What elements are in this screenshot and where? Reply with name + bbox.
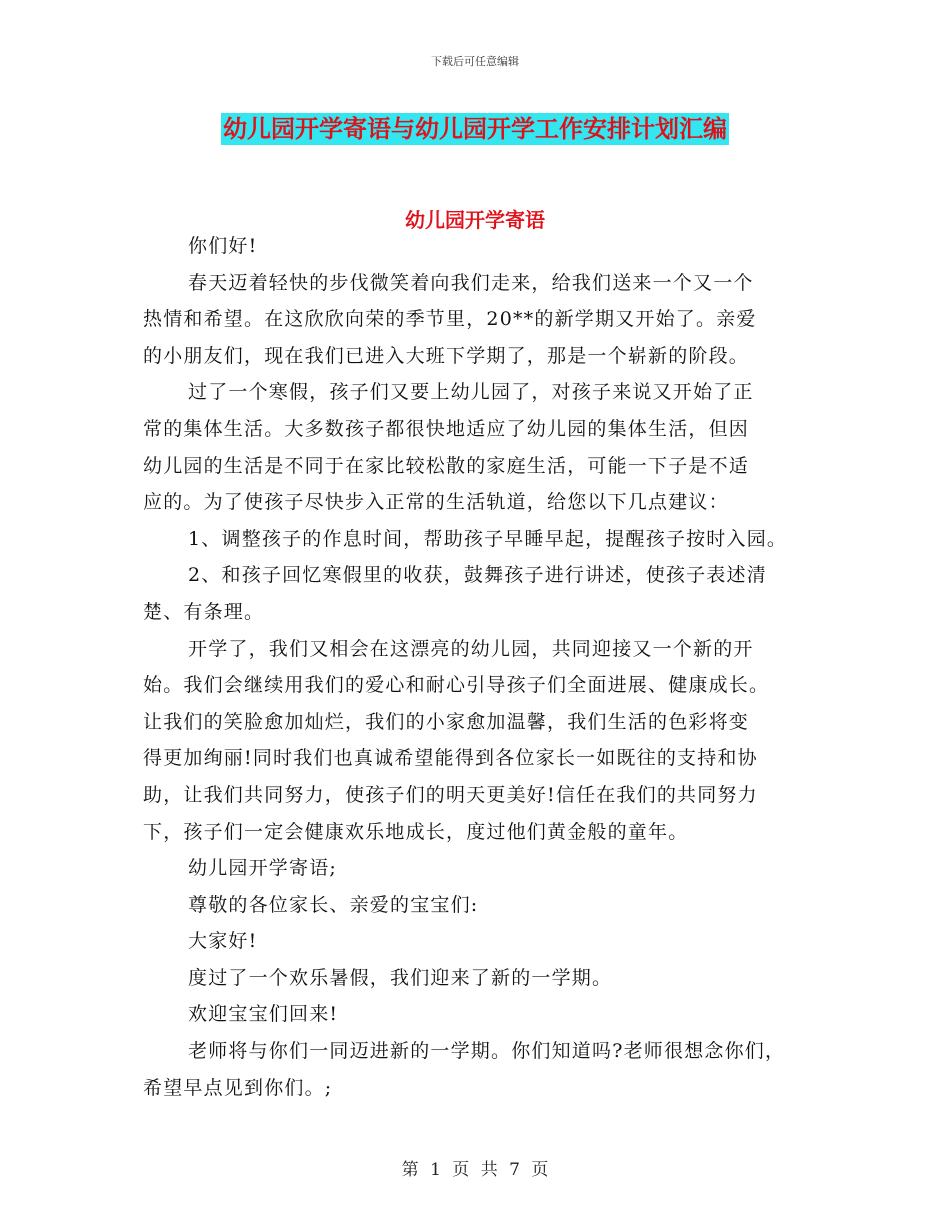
paragraph-line: 春天迈着轻快的步伐微笑着向我们走来，给我们送来一个又一个 [188,271,754,294]
paragraph-line: 幼儿园的生活是不同于在家比较松散的家庭生活，可能一下子是不适 [143,454,750,477]
paragraph-line: 得更加绚丽!同时我们也真诚希望能得到各位家长一如既往的支持和协 [143,747,758,770]
paragraph-line: 让我们的笑脸愈加灿烂，我们的小家愈加温馨，我们生活的色彩将变 [143,710,750,733]
list-item: 2、和孩子回忆寒假里的收获，鼓舞孩子进行讲述，使孩子表述清 [188,564,767,587]
paragraph-line: 度过了一个欢乐暑假，我们迎来了新的一学期。 [188,966,613,989]
paragraph-line: 始。我们会继续用我们的爱心和耐心引导孩子们全面进展、健康成长。 [143,674,770,697]
paragraph-line: 幼儿园开学寄语; [188,857,338,880]
paragraph-line: 应的。为了使孩子尽快步入正常的生活轨道，给您以下几点建议： [143,491,729,514]
paragraph-line: 希望早点见到你们。; [143,1076,333,1099]
header-note: 下载后可任意编辑 [431,55,519,68]
paragraph-line: 过了一个寒假，孩子们又要上幼儿园了，对孩子来说又开始了正 [188,381,754,404]
document-body [143,228,823,1106]
section-title: 幼儿园开学寄语 [405,208,545,232]
paragraph-line: 助，让我们共同努力，使孩子们的明天更美好!信任在我们的共同努力 [143,783,758,806]
list-item: 1、调整孩子的作息时间，帮助孩子早睡早起，提醒孩子按时入园。 [188,527,788,550]
paragraph-line: 尊敬的各位家长、亲爱的宝宝们: [188,893,479,916]
paragraph-line: 欢迎宝宝们回来! [188,1003,339,1026]
page-number: 第 1 页 共 7 页 [401,1160,549,1180]
paragraph-line: 楚、有条理。 [143,600,265,623]
document-title: 幼儿园开学寄语与幼儿园开学工作安排计划汇编 [223,115,727,143]
paragraph-line: 你们好! [188,235,258,257]
paragraph-line: 老师将与你们一同迈进新的一学期。你们知道吗?老师很想念你们， [188,1040,786,1063]
paragraph-line: 热情和希望。在这欣欣向荣的季节里，20**的新学期又开始了。亲爱 [143,308,757,331]
paragraph-line: 下，孩子们一定会健康欢乐地成长，度过他们黄金般的童年。 [143,820,689,843]
document-title-container [0,113,950,145]
paragraph-line: 开学了，我们又相会在这漂亮的幼儿园，共同迎接又一个新的开 [188,637,754,660]
paragraph-line: 大家好! [188,930,258,953]
paragraph-line: 常的集体生活。大多数孩子都很快地适应了幼儿园的集体生活，但因 [143,417,750,440]
paragraph-line: 的小朋友们，现在我们已进入大班下学期了，那是一个崭新的阶段。 [143,344,750,367]
